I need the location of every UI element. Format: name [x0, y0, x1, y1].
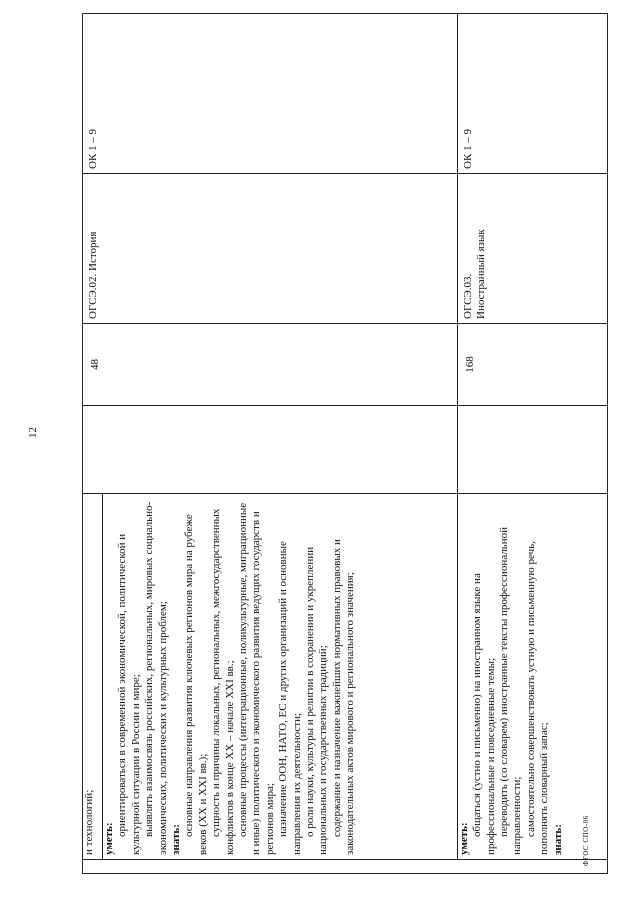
- umet-label: уметь:: [457, 822, 470, 855]
- list-item: ориентироваться в современной экономической, политической и культурной ситуации в России и мире;: [116, 533, 142, 855]
- table-cell-empty: [83, 406, 458, 494]
- hours-history: 48: [89, 359, 101, 370]
- cell-hours-history: [83, 324, 458, 406]
- list-item: о роли науки, культуры и религии в сохранении и укреплении национальных и государственных традиций;: [304, 546, 330, 855]
- umet-label: уметь:: [102, 822, 115, 855]
- znat-label: знать:: [551, 824, 564, 855]
- list-item: основные направления развития ключевых регионов мира на рубеже веков (XX и XXI вв.);: [183, 514, 209, 855]
- table-cell-empty: [457, 406, 607, 494]
- discipline-code-language: ОГСЭ.03.: [461, 273, 474, 319]
- top-text: и технологий;: [83, 789, 95, 855]
- list-item: назначение ООН, НАТО, ЕС и других организаций и основные направления их деятельности;: [277, 541, 303, 855]
- znat-label: знать:: [170, 824, 183, 855]
- cell-requirements-language: [457, 494, 607, 860]
- list-item: основные процессы (интеграционные, поликультурные, миграционные и иные) политического и экономического развития ведущих государств и регионов мира;: [237, 502, 276, 855]
- list-item: выявлять взаимосвязь российских, региональных, мировых социально-экономических, политических и культурных проблем;: [143, 501, 169, 855]
- rotated-table-container: [82, 14, 608, 874]
- footer-standard-code: ФГОС СПО-06: [582, 815, 590, 866]
- competencies-language: ОК 1 – 9: [461, 128, 474, 169]
- cell-top-text: [83, 494, 103, 860]
- list-item: содержание и назначение важнейших нормативных правовых и законодательных актов мирового и регионального значения;: [330, 539, 357, 855]
- cell-hours-language: [457, 324, 607, 406]
- list-item: сущность и причины локальных, региональных, межгосударственных конфликтов в конце XX – начале XXI вв.;: [210, 508, 236, 855]
- hours-language: 168: [463, 356, 476, 373]
- cell-competencies-history: [83, 14, 458, 174]
- cell-competencies-language: [457, 14, 607, 174]
- discipline-history: ОГСЭ.02. История: [87, 231, 99, 319]
- page-number: 12: [27, 427, 39, 438]
- cell-discipline-language: [457, 174, 607, 324]
- table-row: [457, 14, 607, 874]
- list-item: переводить (со словарем) иностранные тексты профессиональной направленности;: [498, 527, 524, 855]
- cell-requirements-history: [102, 494, 457, 860]
- cell-discipline-history: [83, 174, 458, 324]
- table-row: [83, 14, 103, 874]
- competencies-history: ОК 1 – 9: [87, 128, 99, 169]
- curriculum-table: [82, 13, 608, 874]
- list-item: общаться (устно и письменно) на иностранном языке на профессиональные и повседневные темы;: [471, 573, 497, 855]
- list-item: самостоятельно совершенствовать устную и письменную речь, пополнять словарный запас;: [524, 541, 551, 855]
- table-cell-index: [83, 860, 608, 874]
- discipline-name-language: Иностранный язык: [475, 229, 488, 319]
